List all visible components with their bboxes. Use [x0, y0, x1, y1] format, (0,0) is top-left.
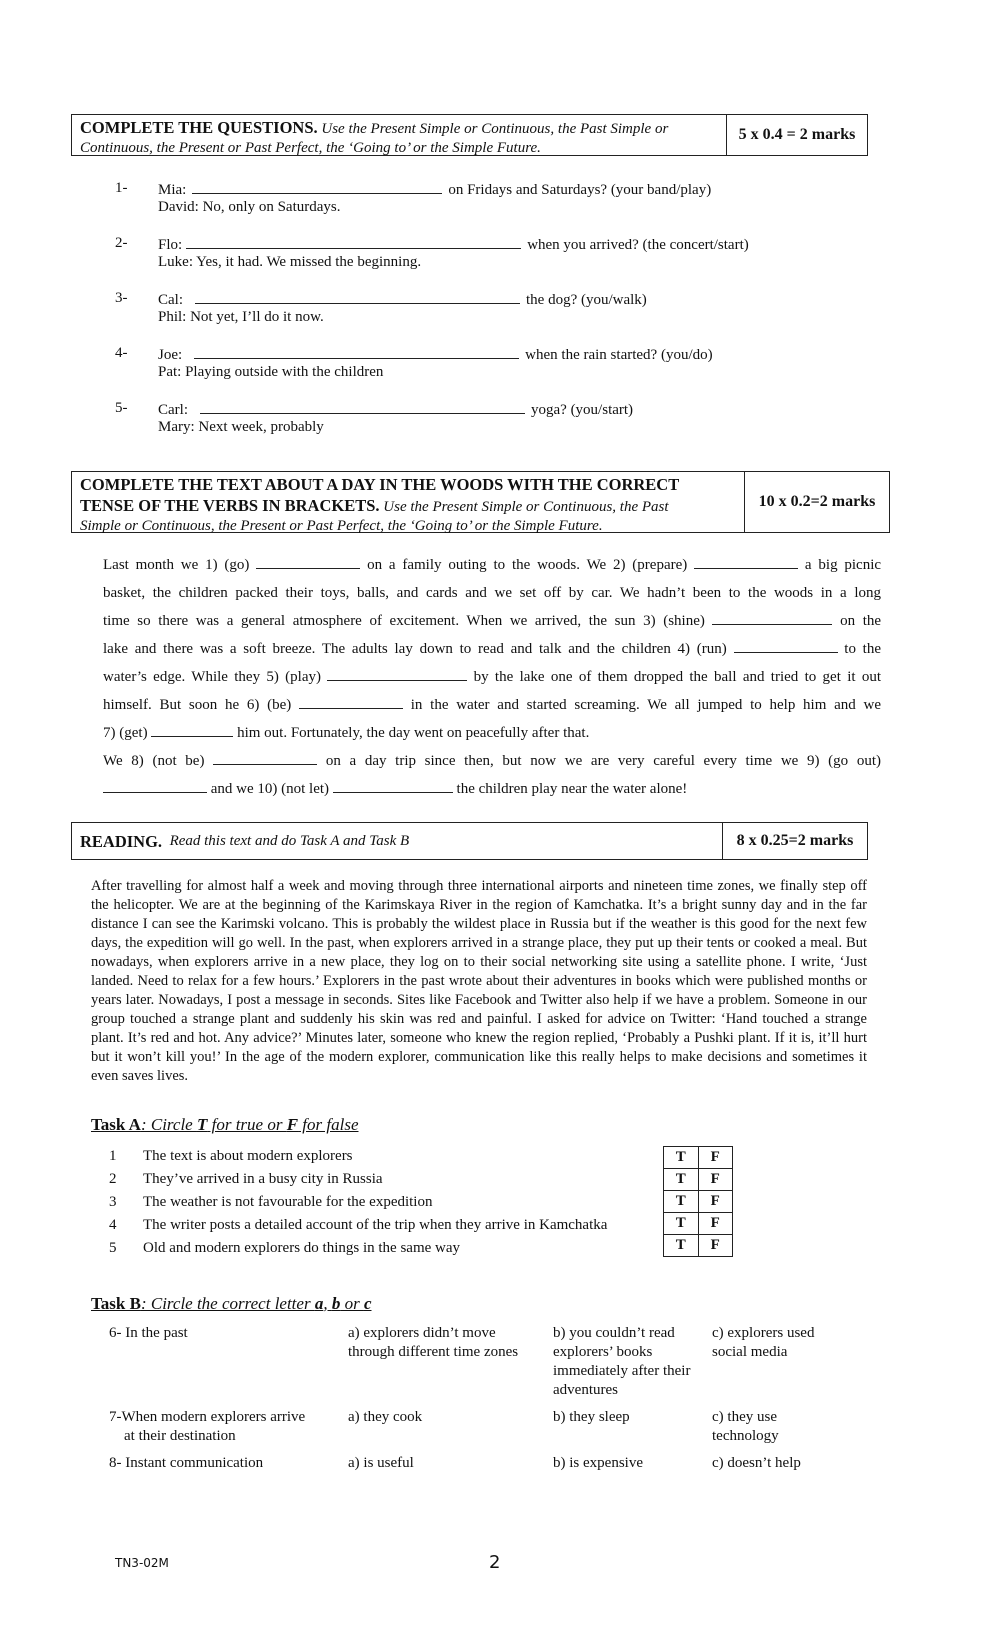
task-b-option-7c[interactable]: c) they use technology	[712, 1409, 779, 1444]
true-option[interactable]: T	[664, 1169, 699, 1191]
task-b-question-8: 8- Instant communication	[109, 1455, 264, 1471]
section1-marks: 5 x 0.4 = 2 marks	[738, 126, 856, 143]
answer-blank-5[interactable]	[200, 399, 525, 414]
section2-instructions: COMPLETE THE TEXT ABOUT A DAY IN THE WOODS WITH THE CORRECT TENSE OF THE VERBS IN BRACKETS. Use the Present Simple or Continuous, the Past Simple or Continuous, the Present or Past Perfect, the ‘Going to’ or the Simple Future.	[72, 472, 745, 532]
answer-blank-1[interactable]	[192, 179, 442, 194]
task-a-item: 2 They’ve arrived in a busy city in Russia	[109, 1171, 383, 1187]
section2-title-line1: COMPLETE THE TEXT ABOUT A DAY IN THE WOODS WITH THE CORRECT	[80, 475, 680, 494]
false-option[interactable]: F	[698, 1169, 733, 1191]
task-a-item: 5 Old and modern explorers do things in the same way	[109, 1240, 461, 1256]
section2-header	[71, 471, 890, 533]
page-number: 2	[489, 1552, 501, 1573]
task-b-option-8c[interactable]: c) doesn’t help	[712, 1455, 801, 1471]
fill-in-text: Last month we 1) (go) on a family outing to the woods. We 2) (prepare) a big picnic basket, the children packed their toys, balls, and cards and we set off by car. We hadn’t been to the woods in a long time so there was a general atmosphere of excitement. When we arrived, the sun 3) (shine) on the lake and there was a soft breeze. The adults lay down to read and talk and the children 4) (run) to the water’s edge. While they 5) (play) by the lake one of them dropped the ball and tried to get it out himself. But soon he 6) (be) in the water and started screaming. We all jumped to help him and we 7) (get) him out. Fortunately, the day went on peacefully after that. We 8) (not be) on a day trip since then, but now we are very careful every time we 9) (go out) and we 10) (not let) the children play near the water alone!	[103, 551, 881, 803]
text-blank-3[interactable]	[712, 610, 832, 625]
task-b-option-8a[interactable]: a) is useful	[348, 1455, 414, 1471]
task-b-title: Task B: Circle the correct letter a, b or c	[91, 1294, 372, 1313]
text-blank-6[interactable]	[299, 694, 403, 709]
document-code: TN3-02M	[115, 1556, 169, 1570]
text-blank-1[interactable]	[256, 554, 360, 569]
section2-title-line2: TENSE OF THE VERBS IN BRACKETS.	[80, 496, 380, 515]
answer-blank-2[interactable]	[186, 234, 521, 249]
true-option[interactable]: T	[664, 1147, 699, 1169]
text-blank-8[interactable]	[213, 750, 317, 765]
true-false-grid	[663, 1146, 733, 1257]
task-b-option-7a[interactable]: a) they cook	[348, 1409, 423, 1425]
section3-instructions: READING. Read this text and do Task A and Task B	[72, 823, 723, 859]
section3-header	[71, 822, 868, 860]
section2-marks: 10 x 0.2=2 marks	[758, 493, 876, 510]
true-option[interactable]: T	[664, 1235, 699, 1257]
answer-blank-4[interactable]	[194, 344, 519, 359]
reading-passage: After travelling for almost half a week and moving through three international airports and nineteen time zones, we finally step off the helicopter. We are at the beginning of the Karimskaya River in the region of Kamchatka. It’s a bright sunny day and in the far distance I can see the Karimski volcano. This is probably the wildest place in Russia but if the weather is this good for the next few days, the expedition will go well. In the past, when explorers arrived in a strange place, they put up their tents or cooked a meal. But nowadays, when explorers arrive in a new place, they log on to their social networking site using a satellite phone. I write, ‘Just landed. Need to relax for a few hours.’ Explorers in the past wrote about their adventures in books which were published months or years later. Nowadays, I post a message in seconds. Sites like Facebook and Twitter also help if we have a problem. Someone in our group touched a strange plant and suddenly his skin was red and painful. I asked for advice on Twitter: ‘Hand touched a strange plant. It’s red and hot. Any advice?’ Minutes later, someone who knew the region replied, ‘Probably a Pushki plant. If it is, it’ll hurt but it won’t kill you!’ In the age of the modern explorer, communication like this really helps to make decisions and sometimes it even saves lives.	[91, 878, 867, 1084]
text-blank-9[interactable]	[103, 778, 207, 793]
answer-blank-3[interactable]	[195, 289, 520, 304]
task-b-option-6a[interactable]: a) explorers didn’t move through different time zones	[348, 1325, 519, 1360]
text-blank-10[interactable]	[333, 778, 453, 793]
task-a-item: 4 The writer posts a detailed account of the trip when they arrive in Kamchatka	[109, 1217, 608, 1233]
task-b-option-7b[interactable]: b) they sleep	[553, 1409, 630, 1425]
section3-marks: 8 x 0.25=2 marks	[736, 832, 854, 849]
true-option[interactable]: T	[664, 1191, 699, 1213]
task-a-item: 1 The text is about modern explorers	[109, 1148, 353, 1164]
false-option[interactable]: F	[698, 1147, 733, 1169]
section1-title: COMPLETE THE QUESTIONS.	[80, 118, 318, 137]
task-a-item: 3 The weather is not favourable for the expedition	[109, 1194, 433, 1210]
text-blank-2[interactable]	[694, 554, 798, 569]
task-b-option-8b[interactable]: b) is expensive	[553, 1455, 643, 1471]
section1-instructions: COMPLETE THE QUESTIONS. Use the Present Simple or Continuous, the Past Simple or Continuous, the Present or Past Perfect, the ‘Going to’ or the Simple Future.	[72, 115, 727, 155]
false-option[interactable]: F	[698, 1235, 733, 1257]
false-option[interactable]: F	[698, 1213, 733, 1235]
task-b-option-6b[interactable]: b) you couldn’t read explorers’ books immediately after their adventures	[553, 1325, 691, 1398]
section1-header	[71, 114, 868, 156]
section3-title: READING.	[80, 831, 163, 851]
text-blank-4[interactable]	[734, 638, 838, 653]
task-a-title: Task A: Circle T for true or F for false	[91, 1115, 359, 1134]
task-b-option-6c[interactable]: c) explorers used social media	[712, 1325, 815, 1360]
task-b-question-6: 6- In the past	[109, 1325, 188, 1341]
text-blank-5[interactable]	[327, 666, 467, 681]
text-blank-7[interactable]	[151, 722, 233, 737]
task-b-question-7: 7-When modern explorers arrive at their destination	[109, 1409, 306, 1444]
true-option[interactable]: T	[664, 1213, 699, 1235]
false-option[interactable]: F	[698, 1191, 733, 1213]
